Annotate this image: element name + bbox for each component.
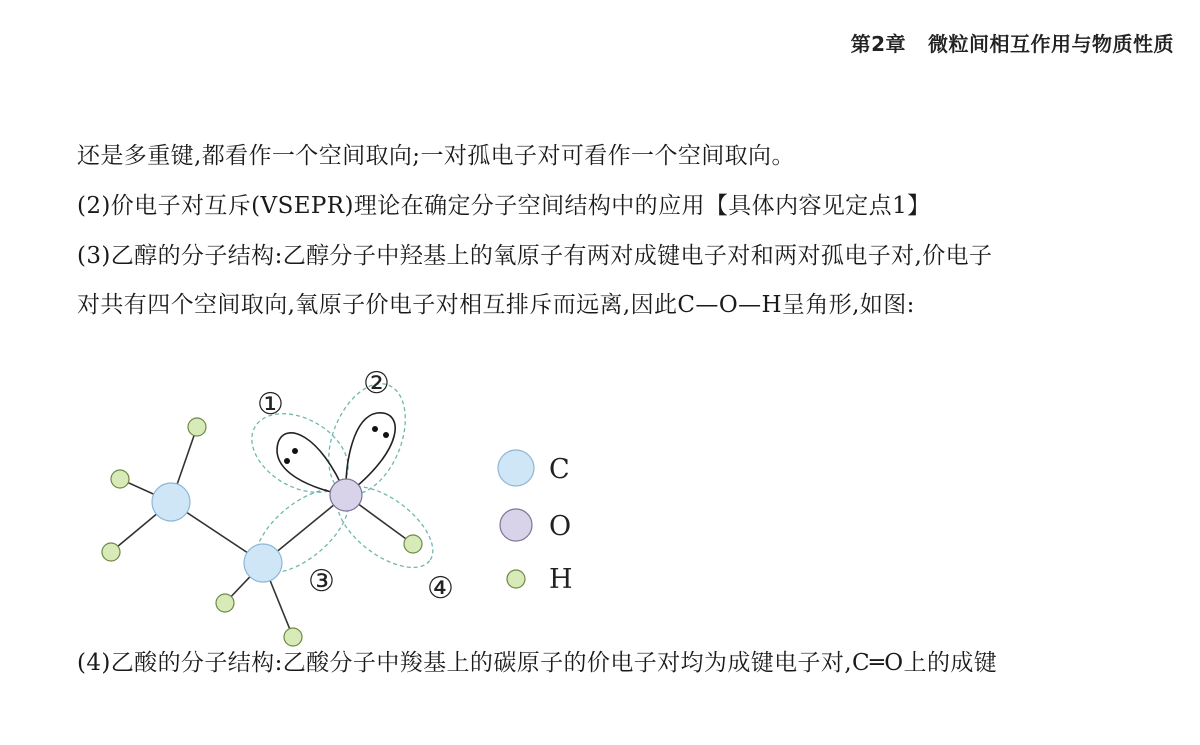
hydrogen-atom xyxy=(216,594,234,612)
label-4: ④ xyxy=(427,571,454,606)
ethanol-hydroxyl-diagram xyxy=(95,355,595,650)
text-line-4: 对共有四个空间取向,氧原子价电子对相互排斥而远离,因此C—O—H呈角形,如图: xyxy=(77,292,915,318)
legend-hydrogen-swatch xyxy=(507,570,525,588)
hydrogen-atom xyxy=(404,535,422,553)
carbon-atom-2 xyxy=(244,544,282,582)
hydrogen-atom xyxy=(284,628,302,646)
carbon-atom-1 xyxy=(152,483,190,521)
label-1: ① xyxy=(257,387,284,422)
label-2: ② xyxy=(363,366,390,401)
text-line-2: (2)价电子对互斥(VSEPR)理论在确定分子空间结构中的应用【具体内容见定点1】 xyxy=(77,193,931,219)
electron-dot xyxy=(372,426,378,432)
bond-lines xyxy=(111,427,413,637)
legend-carbon-swatch xyxy=(498,450,534,486)
legend-oxygen-swatch xyxy=(500,509,532,541)
text-line-5: (4)乙酸的分子结构:乙酸分子中羧基上的碳原子的价电子对均为成键电子对,C═O上的成键 xyxy=(77,650,998,676)
legend xyxy=(498,450,573,595)
electron-dot xyxy=(284,458,290,464)
electron-dot xyxy=(383,432,389,438)
oxygen-atom xyxy=(330,479,362,511)
hydrogen-atom xyxy=(111,470,129,488)
hydrogen-atom xyxy=(102,543,120,561)
text-line-1: 还是多重键,都看作一个空间取向;一对孤电子对可看作一个空间取向。 xyxy=(77,143,795,169)
text-line-3: (3)乙醇的分子结构:乙醇分子中羟基上的氧原子有两对成键电子对和两对孤电子对,价电子 xyxy=(77,243,993,269)
lone-pair-electrons xyxy=(284,426,389,464)
legend-carbon-label: C xyxy=(549,454,570,485)
legend-oxygen-label: O xyxy=(549,511,572,542)
hydrogen-atom xyxy=(188,418,206,436)
chapter-title: 微粒间相互作用与物质性质 xyxy=(928,32,1174,56)
electron-dot xyxy=(292,448,298,454)
atoms xyxy=(102,418,422,646)
legend-hydrogen-label: H xyxy=(549,564,573,595)
chapter-header xyxy=(851,28,1174,57)
chapter-number: 第2章 xyxy=(850,32,906,56)
label-3: ③ xyxy=(308,564,335,599)
